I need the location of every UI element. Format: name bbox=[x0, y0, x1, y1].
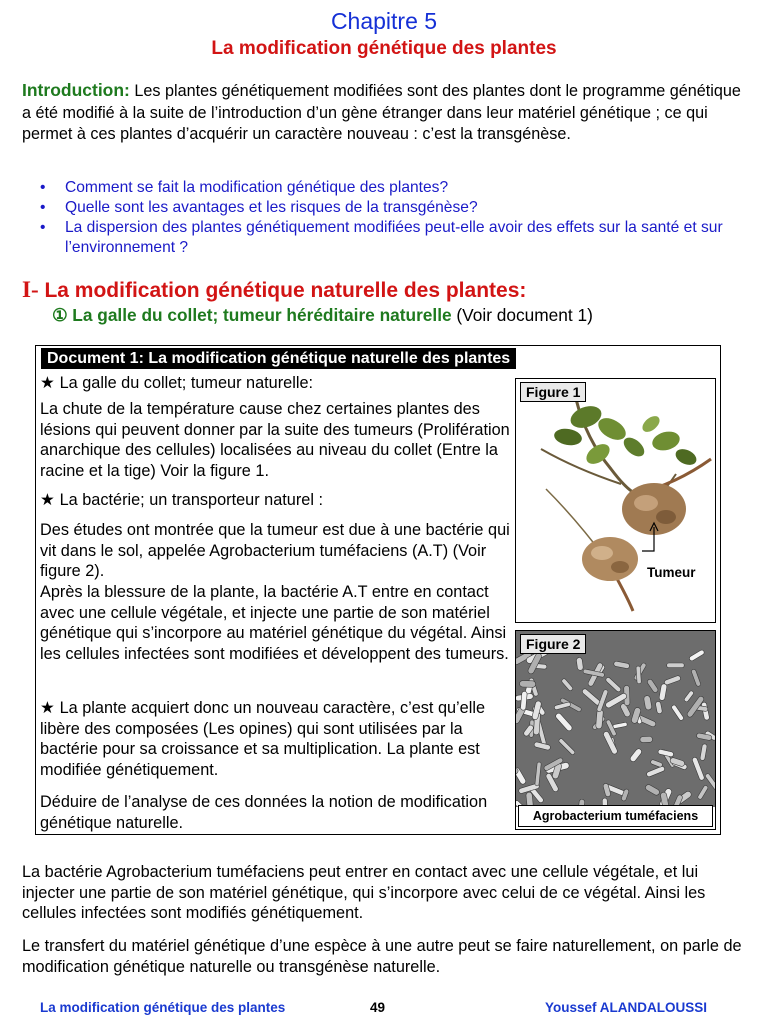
question-text: Comment se fait la modification génétique des plantes? bbox=[65, 179, 449, 196]
figure-1 bbox=[515, 378, 716, 623]
question-text: Quelle sont les avantages et les risques de la transgénèse? bbox=[65, 199, 478, 216]
star-icon: ★ bbox=[40, 374, 55, 392]
bacterium-rod bbox=[596, 709, 604, 729]
bacteria-micrograph bbox=[516, 631, 715, 807]
bullet: • bbox=[40, 179, 46, 196]
section-number: I- bbox=[22, 277, 39, 302]
question-text: La dispersion des plantes génétiquement modifiées peut-elle avoir des effets sur la santé et sur l’environnement ? bbox=[65, 219, 723, 256]
doc-paragraph-4: Déduire de l’analyse de ces données la notion de modification génétique naturelle. bbox=[40, 793, 488, 832]
figure-2 bbox=[515, 630, 716, 830]
section-heading bbox=[22, 277, 526, 303]
doc-heading-text: La bactérie; un transporteur naturel : bbox=[59, 491, 323, 509]
footer-title: La modification génétique des plantes bbox=[40, 1000, 286, 1015]
star-icon: ★ bbox=[40, 699, 55, 717]
list-item bbox=[40, 218, 740, 258]
doc-paragraph-2: Des études ont montrée que la tumeur est due à une bactérie qui vit dans le sol, appelée Agrobacterium tuméfaciens (A.T) (Voir figure 2). bbox=[40, 521, 510, 580]
bacterium-rod bbox=[667, 663, 685, 668]
star-icon: ★ bbox=[40, 491, 55, 509]
footer-author: Youssef ALANDALOUSSI bbox=[545, 1000, 708, 1015]
conclusion-paragraph-2: Le transfert du matériel génétique d’une espèce à une autre peut se faire naturellement, on parle de modification génétique naturelle ou transgénèse naturelle. bbox=[22, 937, 742, 976]
figure-1-label: Figure 1 bbox=[520, 382, 586, 402]
subsection-ref: (Voir document 1) bbox=[451, 305, 593, 325]
intro-label: Introduction: bbox=[22, 80, 130, 100]
doc-paragraph-1-head bbox=[40, 373, 515, 394]
plant-tumor-photo bbox=[516, 379, 715, 622]
doc-heading-text: La galle du collet; tumeur naturelle: bbox=[59, 374, 314, 392]
section-title: La modification génétique naturelle des plantes: bbox=[38, 279, 527, 302]
document-title: Document 1: La modification génétique naturelle des plantes bbox=[41, 348, 516, 369]
chapter-title: La modification génétique des plantes bbox=[211, 38, 557, 59]
question-list bbox=[40, 178, 740, 258]
bacterium-rod bbox=[519, 680, 535, 687]
list-item bbox=[40, 198, 740, 218]
intro-paragraph bbox=[22, 80, 750, 146]
chapter-heading: Chapitre 5 bbox=[330, 8, 438, 34]
doc-paragraph-2-head bbox=[40, 490, 515, 511]
subsection-heading bbox=[52, 305, 593, 326]
figure-2-label: Figure 2 bbox=[520, 634, 586, 654]
bacterium-rod bbox=[636, 666, 641, 684]
doc-paragraph-2b: Après la blessure de la plante, la bactérie A.T entre en contact avec une cellule végétale, et injecte une partie de son matériel génétique qui s’incorpore au matériel génétique du végétal. Ainsi les cellules infectées sont modifiées et développent des tumeurs. bbox=[40, 583, 509, 663]
figure-2-caption: Agrobacterium tuméfaciens bbox=[518, 805, 713, 827]
doc-paragraph-text: La plante acquiert donc un nouveau caractère, c’est qu’elle libère des composées (Les opines) qui sont utilisées par la bactérie pour sa croissance et sa multiplication. La plante est modifiée génétiquement. bbox=[40, 699, 486, 779]
tumor-annotation: Tumeur bbox=[647, 565, 696, 580]
page-number: 49 bbox=[370, 1000, 386, 1015]
intro-text: Les plantes génétiquement modifiées sont des plantes dont le programme génétique a été modifié à la suite de l’introduction d’un gène étranger dans leur matériel génétique ; ce qui permet à ces plantes d’acquérir un caractère nouveau : c’est la transgénèse. bbox=[22, 82, 741, 143]
doc-paragraph-3 bbox=[40, 698, 515, 780]
doc-paragraph-1: La chute de la température cause chez certaines plantes des lésions qui peuvent donner par la suite des tumeurs (Prolifération anarchique des cellules) localisées au niveau du collet (Entre la racine et la tige) Voir la figure 1. bbox=[40, 400, 510, 480]
bullet: • bbox=[40, 219, 46, 236]
list-item bbox=[40, 178, 740, 198]
conclusion-paragraph-1: La bactérie Agrobacterium tuméfaciens peut entrer en contact avec une cellule végétale, et lui injecter une partie de son matériel génétique, qui s’incorpore avec celui de ce végétal. Ainsi les cellules infectées sont modifiés génétiquement. bbox=[22, 863, 706, 922]
subsection-number: ① bbox=[52, 305, 68, 325]
bacterium-rod bbox=[640, 736, 653, 742]
subsection-title: La galle du collet; tumeur héréditaire naturelle bbox=[67, 305, 452, 325]
bullet: • bbox=[40, 199, 46, 216]
